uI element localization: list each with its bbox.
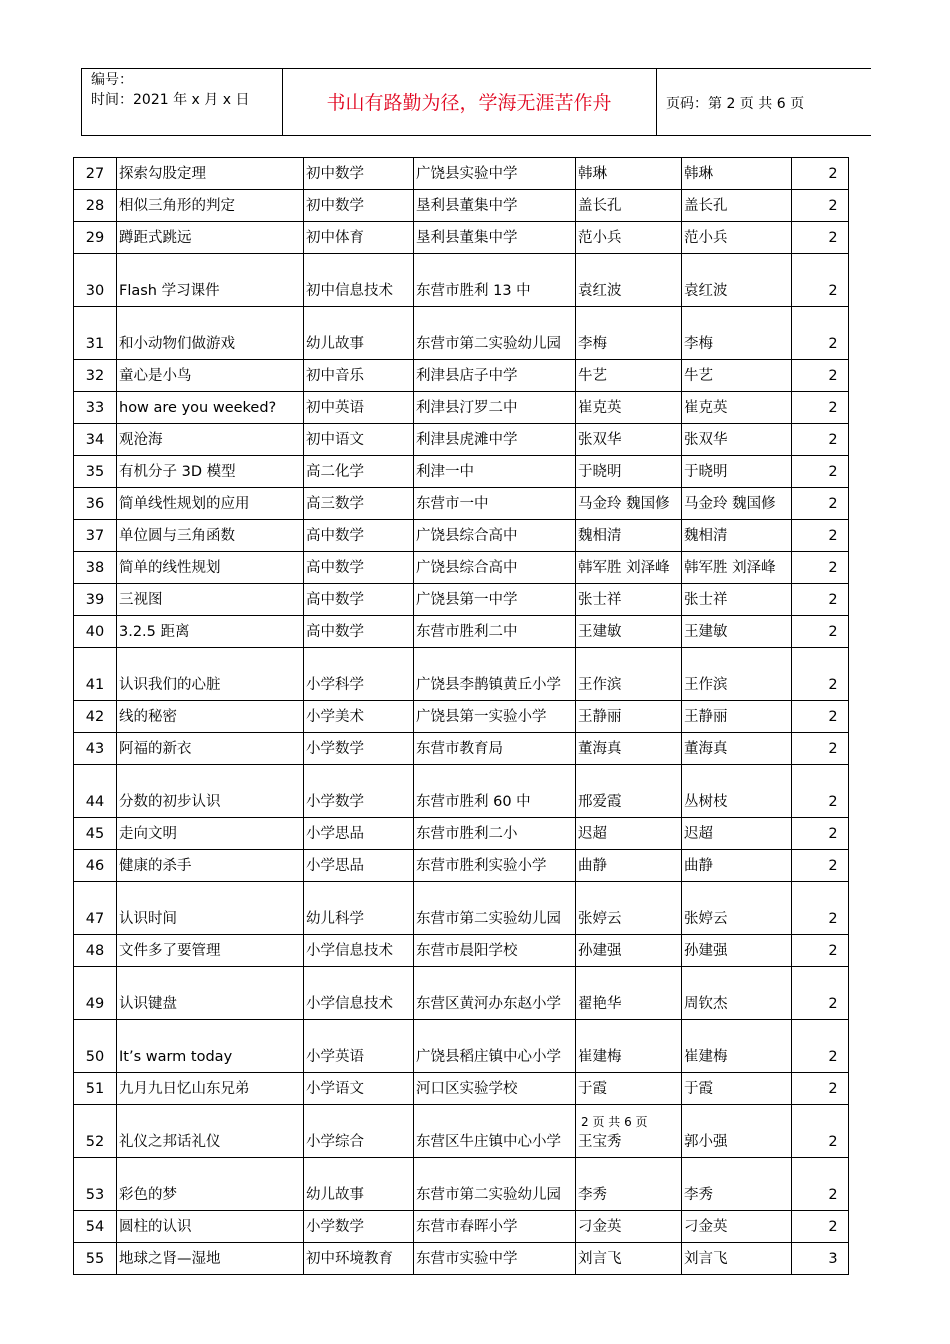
table-row: [74, 584, 849, 616]
table-row: [74, 733, 849, 765]
entries-table: [73, 157, 849, 1275]
table-row: [74, 616, 849, 648]
row-instructor: 崔克英: [682, 392, 792, 424]
row-subject: 初中音乐: [304, 360, 414, 392]
row-author: 曲静: [576, 850, 682, 882]
row-number: 48: [74, 935, 117, 967]
row-school: 广饶县实验中学: [414, 158, 576, 190]
table-row: [74, 935, 849, 967]
row-instructor: 盖长孔: [682, 190, 792, 222]
row-instructor: 魏相清: [682, 520, 792, 552]
row-count: 2: [792, 552, 849, 584]
row-count: 2: [792, 818, 849, 850]
table-row: [74, 701, 849, 733]
row-author: 翟艳华: [576, 967, 682, 1020]
row-title: 线的秘密: [117, 701, 304, 733]
row-title: 圆柱的认识: [117, 1211, 304, 1243]
table-row: [74, 1211, 849, 1243]
row-author: 盖长孔: [576, 190, 682, 222]
row-number: 54: [74, 1211, 117, 1243]
row-subject: 小学综合: [304, 1105, 414, 1158]
row-school: 利津县虎滩中学: [414, 424, 576, 456]
row-title: 阿福的新衣: [117, 733, 304, 765]
row-title: 彩色的梦: [117, 1158, 304, 1211]
row-number: 44: [74, 765, 117, 818]
row-title: 地球之肾—湿地: [117, 1243, 304, 1275]
row-author: 王建敏: [576, 616, 682, 648]
row-author: 李梅: [576, 307, 682, 360]
row-number: 47: [74, 882, 117, 935]
row-instructor: 曲静: [682, 850, 792, 882]
row-author: 张士祥: [576, 584, 682, 616]
row-subject: 高二化学: [304, 456, 414, 488]
row-subject: 幼儿科学: [304, 882, 414, 935]
row-school: 河口区实验学校: [414, 1073, 576, 1105]
row-subject: 小学思品: [304, 818, 414, 850]
row-count: 2: [792, 1073, 849, 1105]
row-subject: 幼儿故事: [304, 1158, 414, 1211]
row-author: 马金玲 魏国修: [576, 488, 682, 520]
table-row: [74, 307, 849, 360]
row-subject: 小学数学: [304, 1211, 414, 1243]
table-body: [74, 158, 849, 1275]
row-title: 九月九日忆山东兄弟: [117, 1073, 304, 1105]
row-subject: 高中数学: [304, 584, 414, 616]
row-number: 27: [74, 158, 117, 190]
row-school: 东营市胜利二中: [414, 616, 576, 648]
row-school: 广饶县综合高中: [414, 552, 576, 584]
row-school: 广饶县李鹊镇黄丘小学: [414, 648, 576, 701]
row-title: 文件多了要管理: [117, 935, 304, 967]
row-count: 2: [792, 584, 849, 616]
row-count: 2: [792, 1020, 849, 1073]
row-school: 东营市教育局: [414, 733, 576, 765]
row-school: 广饶县第一实验小学: [414, 701, 576, 733]
row-instructor: 张婷云: [682, 882, 792, 935]
table-row: [74, 967, 849, 1020]
row-school: 利津县店子中学: [414, 360, 576, 392]
row-count: 2: [792, 392, 849, 424]
row-title: 分数的初步认识: [117, 765, 304, 818]
row-count: 2: [792, 254, 849, 307]
row-instructor: 王作滨: [682, 648, 792, 701]
row-title: 认识键盘: [117, 967, 304, 1020]
row-instructor: 于晓明: [682, 456, 792, 488]
row-author: 魏相清: [576, 520, 682, 552]
row-count: 2: [792, 1158, 849, 1211]
row-instructor: 刁金英: [682, 1211, 792, 1243]
row-instructor: 韩琳: [682, 158, 792, 190]
row-title: 单位圆与三角函数: [117, 520, 304, 552]
row-number: 36: [74, 488, 117, 520]
table-row: [74, 158, 849, 190]
row-number: 46: [74, 850, 117, 882]
row-title: 蹲距式跳远: [117, 222, 304, 254]
number-label: 编号：: [91, 72, 133, 88]
row-number: 51: [74, 1073, 117, 1105]
row-count: 2: [792, 935, 849, 967]
row-count: 2: [792, 648, 849, 701]
row-author: 李秀: [576, 1158, 682, 1211]
row-school: 东营市一中: [414, 488, 576, 520]
row-author: 张双华: [576, 424, 682, 456]
row-number: 55: [74, 1243, 117, 1275]
row-number: 29: [74, 222, 117, 254]
table-row: [74, 765, 849, 818]
row-instructor: 丛树枝: [682, 765, 792, 818]
row-count: 2: [792, 850, 849, 882]
row-number: 53: [74, 1158, 117, 1211]
row-instructor: 迟超: [682, 818, 792, 850]
row-school: 东营市晨阳学校: [414, 935, 576, 967]
row-title: 探索勾股定理: [117, 158, 304, 190]
row-school: 东营市胜利二小: [414, 818, 576, 850]
row-number: 39: [74, 584, 117, 616]
row-author: 韩军胜 刘泽峰: [576, 552, 682, 584]
header-meta: [82, 69, 283, 135]
page-stamp: 2 页 共 6 页: [581, 1115, 648, 1129]
row-school: 垦利县董集中学: [414, 190, 576, 222]
row-count: 2: [792, 456, 849, 488]
table-row: [74, 1158, 849, 1211]
row-number: 35: [74, 456, 117, 488]
row-author: 于霞: [576, 1073, 682, 1105]
header-motto-cell: [282, 69, 657, 135]
row-author: 迟超: [576, 818, 682, 850]
table-row: [74, 424, 849, 456]
row-subject: 小学信息技术: [304, 967, 414, 1020]
row-author: 邢爱霞: [576, 765, 682, 818]
row-title: 童心是小鸟: [117, 360, 304, 392]
row-school: 东营区牛庄镇中心小学: [414, 1105, 576, 1158]
table-row: [74, 456, 849, 488]
row-instructor: 孙建强: [682, 935, 792, 967]
row-author: 崔克英: [576, 392, 682, 424]
row-count: 2: [792, 882, 849, 935]
row-count: 2: [792, 733, 849, 765]
row-subject: 小学数学: [304, 765, 414, 818]
row-count: 2: [792, 222, 849, 254]
row-instructor: 范小兵: [682, 222, 792, 254]
row-count: 2: [792, 158, 849, 190]
row-title: 观沧海: [117, 424, 304, 456]
table-row: [74, 190, 849, 222]
row-number: 42: [74, 701, 117, 733]
row-title: 有机分子 3D 模型: [117, 456, 304, 488]
row-subject: 初中环境教育: [304, 1243, 414, 1275]
row-number: 52: [74, 1105, 117, 1158]
table-row: [74, 254, 849, 307]
row-author: 牛艺: [576, 360, 682, 392]
row-title: It’s warm today: [117, 1020, 304, 1073]
row-subject: 初中数学: [304, 158, 414, 190]
row-subject: 初中数学: [304, 190, 414, 222]
row-instructor: 周钦杰: [682, 967, 792, 1020]
table-row: [74, 1020, 849, 1073]
row-author: 王宝秀: [576, 1105, 682, 1158]
row-count: 2: [792, 424, 849, 456]
row-subject: 小学语文: [304, 1073, 414, 1105]
table-row: [74, 818, 849, 850]
row-author: 刘言飞: [576, 1243, 682, 1275]
row-school: 利津一中: [414, 456, 576, 488]
row-author: 董海真: [576, 733, 682, 765]
row-number: 33: [74, 392, 117, 424]
row-number: 43: [74, 733, 117, 765]
row-count: 2: [792, 765, 849, 818]
row-instructor: 崔建梅: [682, 1020, 792, 1073]
row-title: 认识时间: [117, 882, 304, 935]
row-count: 2: [792, 1211, 849, 1243]
row-school: 广饶县稻庄镇中心小学: [414, 1020, 576, 1073]
row-count: 2: [792, 190, 849, 222]
row-school: 垦利县董集中学: [414, 222, 576, 254]
time-label: 时间：2021 年 x 月 x 日: [91, 92, 250, 108]
row-title: 走向文明: [117, 818, 304, 850]
row-count: 2: [792, 701, 849, 733]
row-subject: 高中数学: [304, 616, 414, 648]
row-instructor: 张士祥: [682, 584, 792, 616]
row-title: 简单线性规划的应用: [117, 488, 304, 520]
row-title: how are you weeked?: [117, 392, 304, 424]
row-school: 东营区黄河办东赵小学: [414, 967, 576, 1020]
row-subject: 初中信息技术: [304, 254, 414, 307]
row-author: 王作滨: [576, 648, 682, 701]
table-row: [74, 520, 849, 552]
row-school: 东营市胜利实验小学: [414, 850, 576, 882]
row-school: 东营市春晖小学: [414, 1211, 576, 1243]
table-row: [74, 882, 849, 935]
row-count: 2: [792, 307, 849, 360]
row-number: 30: [74, 254, 117, 307]
row-instructor: 刘言飞: [682, 1243, 792, 1275]
row-number: 28: [74, 190, 117, 222]
row-instructor: 韩军胜 刘泽峰: [682, 552, 792, 584]
row-school: 广饶县第一中学: [414, 584, 576, 616]
row-author: 崔建梅: [576, 1020, 682, 1073]
row-school: 东营市第二实验幼儿园: [414, 1158, 576, 1211]
row-subject: 小学美术: [304, 701, 414, 733]
row-instructor: 张双华: [682, 424, 792, 456]
row-subject: 小学英语: [304, 1020, 414, 1073]
row-count: 2: [792, 520, 849, 552]
row-count: 3: [792, 1243, 849, 1275]
row-school: 东营市胜利 13 中: [414, 254, 576, 307]
row-author: 张婷云: [576, 882, 682, 935]
row-subject: 初中语文: [304, 424, 414, 456]
table-row: [74, 1243, 849, 1275]
table-row: [74, 1105, 849, 1158]
row-author: 袁红波: [576, 254, 682, 307]
row-instructor: 郭小强: [682, 1105, 792, 1158]
row-title: 认识我们的心脏: [117, 648, 304, 701]
page-number: 页码：第 2 页 共 6 页: [666, 96, 805, 112]
row-title: 相似三角形的判定: [117, 190, 304, 222]
row-number: 40: [74, 616, 117, 648]
row-instructor: 袁红波: [682, 254, 792, 307]
row-subject: 幼儿故事: [304, 307, 414, 360]
row-instructor: 李梅: [682, 307, 792, 360]
row-number: 38: [74, 552, 117, 584]
row-instructor: 于霞: [682, 1073, 792, 1105]
row-title: 礼仪之邦话礼仪: [117, 1105, 304, 1158]
row-count: 2: [792, 967, 849, 1020]
row-author: 范小兵: [576, 222, 682, 254]
row-subject: 高三数学: [304, 488, 414, 520]
row-subject: 高中数学: [304, 552, 414, 584]
row-count: 2: [792, 488, 849, 520]
row-instructor: 马金玲 魏国修: [682, 488, 792, 520]
motto: 书山有路勤为径，学海无涯苦作舟: [326, 92, 612, 114]
row-author: 王静丽: [576, 701, 682, 733]
row-number: 31: [74, 307, 117, 360]
table-row: [74, 488, 849, 520]
row-school: 利津县汀罗二中: [414, 392, 576, 424]
row-title: 3.2.5 距离: [117, 616, 304, 648]
row-number: 49: [74, 967, 117, 1020]
table-row: [74, 360, 849, 392]
row-subject: 小学科学: [304, 648, 414, 701]
row-number: 41: [74, 648, 117, 701]
row-title: 健康的杀手: [117, 850, 304, 882]
table-row: [74, 552, 849, 584]
header-page-cell: [657, 69, 871, 135]
row-school: 东营市第二实验幼儿园: [414, 307, 576, 360]
row-subject: 小学数学: [304, 733, 414, 765]
row-author: 韩琳: [576, 158, 682, 190]
row-school: 广饶县综合高中: [414, 520, 576, 552]
row-number: 32: [74, 360, 117, 392]
row-count: 2: [792, 1105, 849, 1158]
row-author: 于晓明: [576, 456, 682, 488]
row-number: 50: [74, 1020, 117, 1073]
row-instructor: 王建敏: [682, 616, 792, 648]
row-subject: 小学思品: [304, 850, 414, 882]
table-row: [74, 1073, 849, 1105]
row-count: 2: [792, 360, 849, 392]
row-subject: 高中数学: [304, 520, 414, 552]
row-author: 孙建强: [576, 935, 682, 967]
row-school: 东营市胜利 60 中: [414, 765, 576, 818]
table-row: [74, 392, 849, 424]
row-school: 东营市实验中学: [414, 1243, 576, 1275]
row-title: 和小动物们做游戏: [117, 307, 304, 360]
row-author: 刁金英: [576, 1211, 682, 1243]
table-row: [74, 648, 849, 701]
row-instructor: 李秀: [682, 1158, 792, 1211]
row-title: 三视图: [117, 584, 304, 616]
row-school: 东营市第二实验幼儿园: [414, 882, 576, 935]
row-number: 37: [74, 520, 117, 552]
row-instructor: 董海真: [682, 733, 792, 765]
row-instructor: 王静丽: [682, 701, 792, 733]
table-row: [74, 850, 849, 882]
page-header: [81, 68, 871, 136]
row-subject: 初中体育: [304, 222, 414, 254]
row-count: 2: [792, 616, 849, 648]
row-instructor: 牛艺: [682, 360, 792, 392]
row-number: 34: [74, 424, 117, 456]
row-title: 简单的线性规划: [117, 552, 304, 584]
table-row: [74, 222, 849, 254]
row-number: 45: [74, 818, 117, 850]
row-title: Flash 学习课件: [117, 254, 304, 307]
row-subject: 初中英语: [304, 392, 414, 424]
row-subject: 小学信息技术: [304, 935, 414, 967]
